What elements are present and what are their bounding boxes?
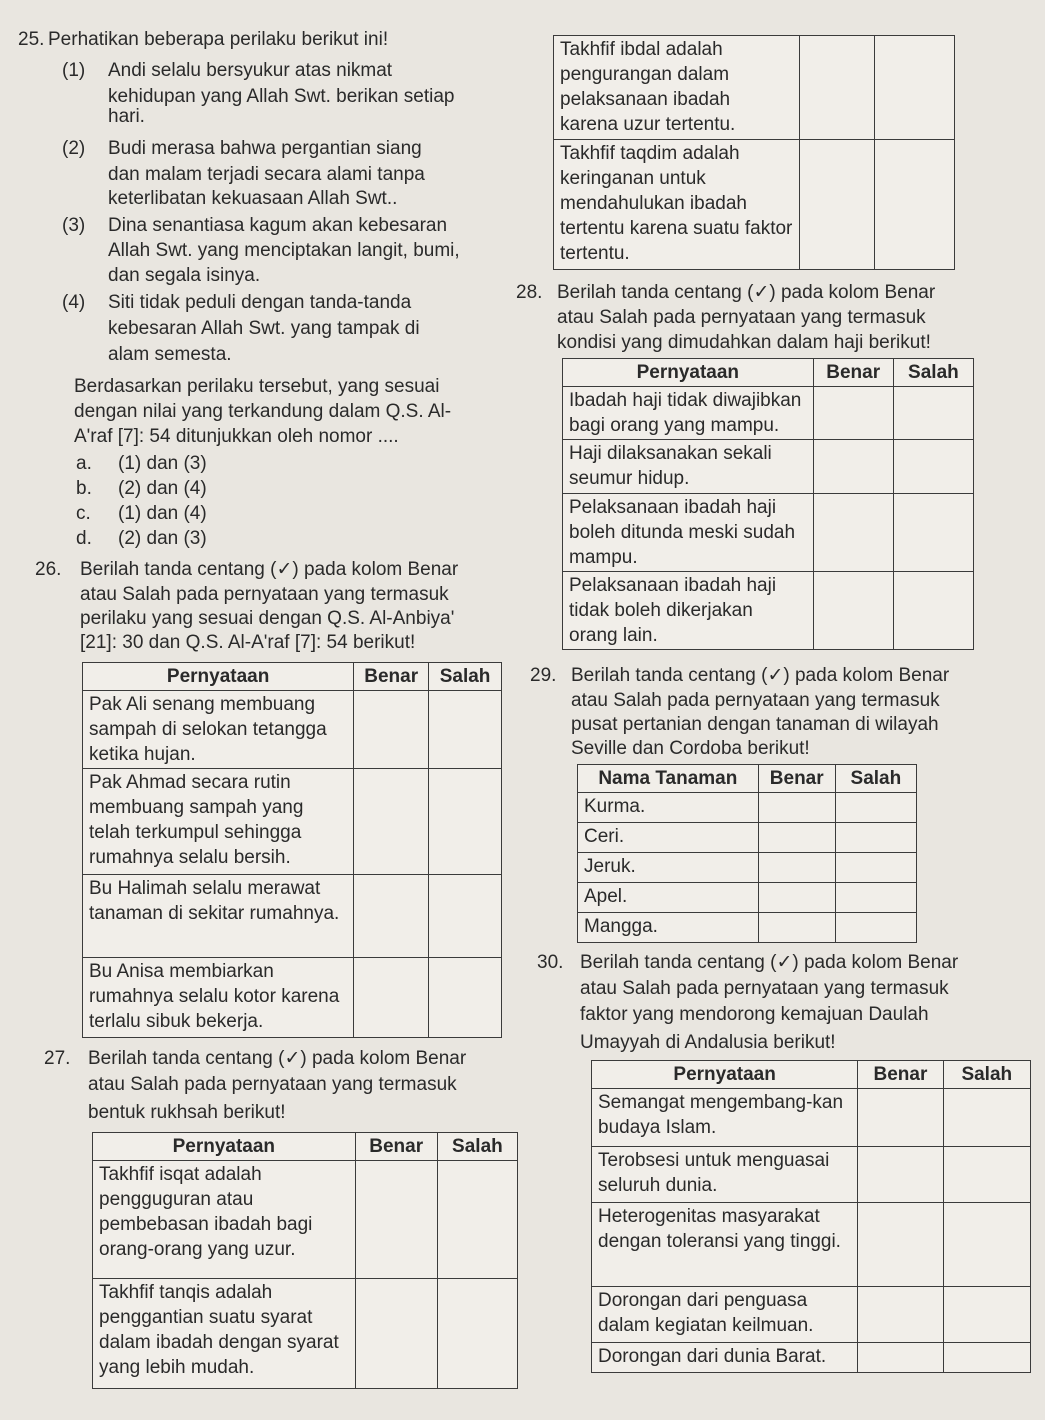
q25-item-1-line-1: Andi selalu bersyukur atas nikmat: [108, 60, 393, 81]
statement-cell: Ibadah haji tidak diwajibkan bagi orang yang mampu.: [563, 387, 814, 440]
table-row: [83, 769, 502, 875]
benar-checkbox-cell[interactable]: [813, 572, 893, 650]
statement-cell: Kurma.: [578, 793, 759, 823]
header-salah: Salah: [437, 1133, 517, 1161]
q25-item-4-no: (4): [62, 292, 86, 313]
q26-table: [82, 662, 502, 1038]
q28-line-3: kondisi yang dimudahkan dalam haji berikut!: [557, 332, 931, 353]
header-pernyataan: Pernyataan: [563, 359, 814, 387]
q27-number: 27.: [44, 1048, 71, 1069]
q25-option-a-text[interactable]: (1) dan (3): [118, 453, 207, 474]
benar-checkbox-cell[interactable]: [858, 1343, 943, 1373]
benar-checkbox-cell[interactable]: [758, 793, 835, 823]
q28-line-1: Berilah tanda centang (✓) pada kolom Benar: [557, 282, 936, 303]
table-header-row: [592, 1061, 1031, 1089]
q25-question-line-1: Berdasarkan perilaku tersebut, yang sesuai: [74, 376, 440, 397]
salah-checkbox-cell[interactable]: [835, 883, 916, 913]
table-row: [578, 853, 917, 883]
table-row: [578, 823, 917, 853]
salah-checkbox-cell[interactable]: [943, 1089, 1030, 1147]
table-row: [563, 494, 974, 572]
statement-cell: Apel.: [578, 883, 759, 913]
benar-checkbox-cell[interactable]: [799, 36, 875, 140]
benar-checkbox-cell[interactable]: [813, 387, 893, 440]
statement-cell: Dorongan dari penguasa dalam kegiatan keilmuan.: [592, 1287, 858, 1343]
benar-checkbox-cell[interactable]: [758, 853, 835, 883]
table-header-row: [563, 359, 974, 387]
salah-checkbox-cell[interactable]: [943, 1147, 1030, 1203]
table-row: [592, 1287, 1031, 1343]
salah-checkbox-cell[interactable]: [835, 793, 916, 823]
statement-cell: Terobsesi untuk menguasai seluruh dunia.: [592, 1147, 858, 1203]
benar-checkbox-cell[interactable]: [858, 1203, 943, 1287]
table-row: [563, 387, 974, 440]
q28-line-2: atau Salah pada pernyataan yang termasuk: [557, 307, 926, 328]
q25-item-3-line-1: Dina senantiasa kagum akan kebesaran: [108, 215, 448, 236]
table-row: [83, 958, 502, 1038]
table-row: [83, 691, 502, 769]
salah-checkbox-cell[interactable]: [893, 572, 973, 650]
statement-cell: Haji dilaksanakan sekali seumur hidup.: [563, 440, 814, 494]
q25-item-2-line-1: Budi merasa bahwa pergantian siang: [108, 138, 422, 159]
header-benar: Benar: [758, 765, 835, 793]
salah-checkbox-cell[interactable]: [437, 1161, 517, 1279]
q27-line-3: bentuk rukhsah berikut!: [88, 1102, 286, 1123]
table-row: [554, 36, 955, 140]
benar-checkbox-cell[interactable]: [354, 958, 429, 1038]
table-row: [592, 1203, 1031, 1287]
statement-cell: Heterogenitas masyarakat dengan toleransi yang tinggi.: [592, 1203, 858, 1287]
q28-table: [562, 358, 974, 650]
salah-checkbox-cell[interactable]: [429, 769, 502, 875]
salah-checkbox-cell[interactable]: [893, 387, 973, 440]
q25-option-b-letter[interactable]: b.: [76, 478, 92, 499]
benar-checkbox-cell[interactable]: [813, 494, 893, 572]
header-salah: Salah: [893, 359, 973, 387]
header-benar: Benar: [813, 359, 893, 387]
table-row: [578, 793, 917, 823]
q29-line-1: Berilah tanda centang (✓) pada kolom Benar: [571, 665, 950, 686]
benar-checkbox-cell[interactable]: [813, 440, 893, 494]
q25-option-a-letter[interactable]: a.: [76, 453, 92, 474]
benar-checkbox-cell[interactable]: [758, 823, 835, 853]
salah-checkbox-cell[interactable]: [437, 1279, 517, 1389]
table-row: [592, 1343, 1031, 1373]
benar-checkbox-cell[interactable]: [758, 883, 835, 913]
statement-cell: Bu Halimah selalu merawat tanaman di sekitar rumahnya.: [83, 875, 354, 958]
table-row: [93, 1279, 518, 1389]
table-row: [592, 1147, 1031, 1203]
salah-checkbox-cell[interactable]: [835, 853, 916, 883]
q27-table-continued: [553, 35, 955, 270]
salah-checkbox-cell[interactable]: [429, 958, 502, 1038]
benar-checkbox-cell[interactable]: [858, 1147, 943, 1203]
statement-cell: Takhfif taqdim adalah keringanan untuk mendahulukan ibadah tertentu karena suatu faktor tertentu.: [554, 140, 800, 270]
table-row: [554, 140, 955, 270]
q25-option-c-text[interactable]: (1) dan (4): [118, 503, 207, 524]
q28-number: 28.: [516, 282, 543, 303]
q25-item-1-no: (1): [62, 60, 86, 81]
q26-line-1: Berilah tanda centang (✓) pada kolom Benar: [80, 559, 459, 580]
benar-checkbox-cell[interactable]: [354, 691, 429, 769]
header-pernyataan: Pernyataan: [93, 1133, 356, 1161]
salah-checkbox-cell[interactable]: [835, 913, 916, 943]
statement-cell: Pelaksanaan ibadah haji tidak boleh dikerjakan orang lain.: [563, 572, 814, 650]
q25-option-d-letter[interactable]: d.: [76, 528, 92, 549]
benar-checkbox-cell[interactable]: [355, 1279, 437, 1389]
q29-line-3: pusat pertanian dengan tanaman di wilayah: [571, 714, 939, 735]
q25-item-4-line-1: Siti tidak peduli dengan tanda-tanda: [108, 292, 412, 313]
salah-checkbox-cell[interactable]: [943, 1203, 1030, 1287]
statement-cell: Pak Ahmad secara rutin membuang sampah yang telah terkumpul sehingga rumahnya selalu bersih.: [83, 769, 354, 875]
q30-table: [591, 1060, 1031, 1373]
table-row: [83, 875, 502, 958]
q25-item-4-line-2: kebesaran Allah Swt. yang tampak di: [108, 318, 420, 339]
benar-checkbox-cell[interactable]: [858, 1089, 943, 1147]
benar-checkbox-cell[interactable]: [858, 1287, 943, 1343]
q26-line-2: atau Salah pada pernyataan yang termasuk: [80, 584, 449, 605]
benar-checkbox-cell[interactable]: [758, 913, 835, 943]
q30-line-2: atau Salah pada pernyataan yang termasuk: [580, 978, 949, 999]
salah-checkbox-cell[interactable]: [893, 494, 973, 572]
salah-checkbox-cell[interactable]: [429, 875, 502, 958]
statement-cell: Takhfif tanqis adalah penggantian suatu syarat dalam ibadah dengan syarat yang lebih mudah.: [93, 1279, 356, 1389]
q29-table: [577, 764, 917, 943]
salah-checkbox-cell[interactable]: [835, 823, 916, 853]
q25-item-2-line-2: dan malam terjadi secara alami tanpa: [108, 164, 425, 185]
benar-checkbox-cell[interactable]: [354, 769, 429, 875]
q30-line-1: Berilah tanda centang (✓) pada kolom Benar: [580, 952, 959, 973]
q25-item-1-line-2: kehidupan yang Allah Swt. berikan setiap: [108, 86, 455, 107]
header-salah: Salah: [429, 663, 502, 691]
table-header-row: [578, 765, 917, 793]
statement-cell: Bu Anisa membiarkan rumahnya selalu kotor karena terlalu sibuk bekerja.: [83, 958, 354, 1038]
q27-line-1: Berilah tanda centang (✓) pada kolom Benar: [88, 1048, 467, 1069]
q25-question-line-2: dengan nilai yang terkandung dalam Q.S. Al-: [74, 401, 452, 422]
table-row: [563, 572, 974, 650]
q29-number: 29.: [530, 665, 557, 686]
q29-line-4: Seville dan Cordoba berikut!: [571, 738, 810, 759]
q30-line-3: faktor yang mendorong kemajuan Daulah: [580, 1004, 929, 1025]
q27-line-2: atau Salah pada pernyataan yang termasuk: [88, 1074, 457, 1095]
q25-item-3-line-3: dan segala isinya.: [108, 265, 261, 286]
q25-item-1-line-3: hari.: [108, 106, 145, 127]
statement-cell: Takhfif isqat adalah pengguguran atau pembebasan ibadah bagi orang-orang yang uzur.: [93, 1161, 356, 1279]
benar-checkbox-cell[interactable]: [799, 140, 875, 270]
table-row: [563, 440, 974, 494]
table-row: [578, 883, 917, 913]
statement-cell: Pelaksanaan ibadah haji boleh ditunda meski sudah mampu.: [563, 494, 814, 572]
q25-item-4-line-3: alam semesta.: [108, 344, 232, 365]
q25-option-b-text[interactable]: (2) dan (4): [118, 478, 207, 499]
header-benar: Benar: [858, 1061, 943, 1089]
q26-number: 26.: [35, 559, 62, 580]
q25-option-c-letter[interactable]: c.: [76, 503, 91, 524]
statement-cell: Mangga.: [578, 913, 759, 943]
header-salah: Salah: [943, 1061, 1030, 1089]
q25-intro: Perhatikan beberapa perilaku berikut ini!: [48, 29, 389, 50]
q25-item-3-no: (3): [62, 215, 86, 236]
statement-cell: Jeruk.: [578, 853, 759, 883]
q25-question-line-3: A'raf [7]: 54 ditunjukkan oleh nomor ....: [74, 426, 399, 447]
q30-number: 30.: [537, 952, 564, 973]
q26-line-4: [21]: 30 dan Q.S. Al-A'raf [7]: 54 berikut!: [80, 632, 416, 653]
q27-table: [92, 1132, 518, 1389]
benar-checkbox-cell[interactable]: [354, 875, 429, 958]
statement-cell: Ceri.: [578, 823, 759, 853]
statement-cell: Semangat mengembang-kan budaya Islam.: [592, 1089, 858, 1147]
salah-checkbox-cell[interactable]: [893, 440, 973, 494]
salah-checkbox-cell[interactable]: [875, 36, 955, 140]
table-header-row: [93, 1133, 518, 1161]
statement-cell: Dorongan dari dunia Barat.: [592, 1343, 858, 1373]
table-header-row: [83, 663, 502, 691]
statement-cell: Takhfif ibdal adalah pengurangan dalam pelaksanaan ibadah karena uzur tertentu.: [554, 36, 800, 140]
salah-checkbox-cell[interactable]: [875, 140, 955, 270]
q25-item-2-line-3: keterlibatan kekuasaan Allah Swt..: [108, 188, 398, 209]
header-salah: Salah: [835, 765, 916, 793]
q29-line-2: atau Salah pada pernyataan yang termasuk: [571, 690, 940, 711]
table-row: [578, 913, 917, 943]
header-pernyataan: Pernyataan: [592, 1061, 858, 1089]
header-nama-tanaman: Nama Tanaman: [578, 765, 759, 793]
q25-item-2-no: (2): [62, 138, 86, 159]
benar-checkbox-cell[interactable]: [355, 1161, 437, 1279]
q26-line-3: perilaku yang sesuai dengan Q.S. Al-Anbiya': [80, 608, 455, 629]
table-row: [93, 1161, 518, 1279]
table-row: [592, 1089, 1031, 1147]
salah-checkbox-cell[interactable]: [943, 1343, 1030, 1373]
salah-checkbox-cell[interactable]: [429, 691, 502, 769]
statement-cell: Pak Ali senang membuang sampah di selokan tetangga ketika hujan.: [83, 691, 354, 769]
header-benar: Benar: [354, 663, 429, 691]
salah-checkbox-cell[interactable]: [943, 1287, 1030, 1343]
q25-number: 25.: [18, 29, 45, 50]
q25-option-d-text[interactable]: (2) dan (3): [118, 528, 207, 549]
header-benar: Benar: [355, 1133, 437, 1161]
q25-item-3-line-2: Allah Swt. yang menciptakan langit, bumi,: [108, 240, 460, 261]
q30-line-4: Umayyah di Andalusia berikut!: [580, 1032, 836, 1053]
header-pernyataan: Pernyataan: [83, 663, 354, 691]
